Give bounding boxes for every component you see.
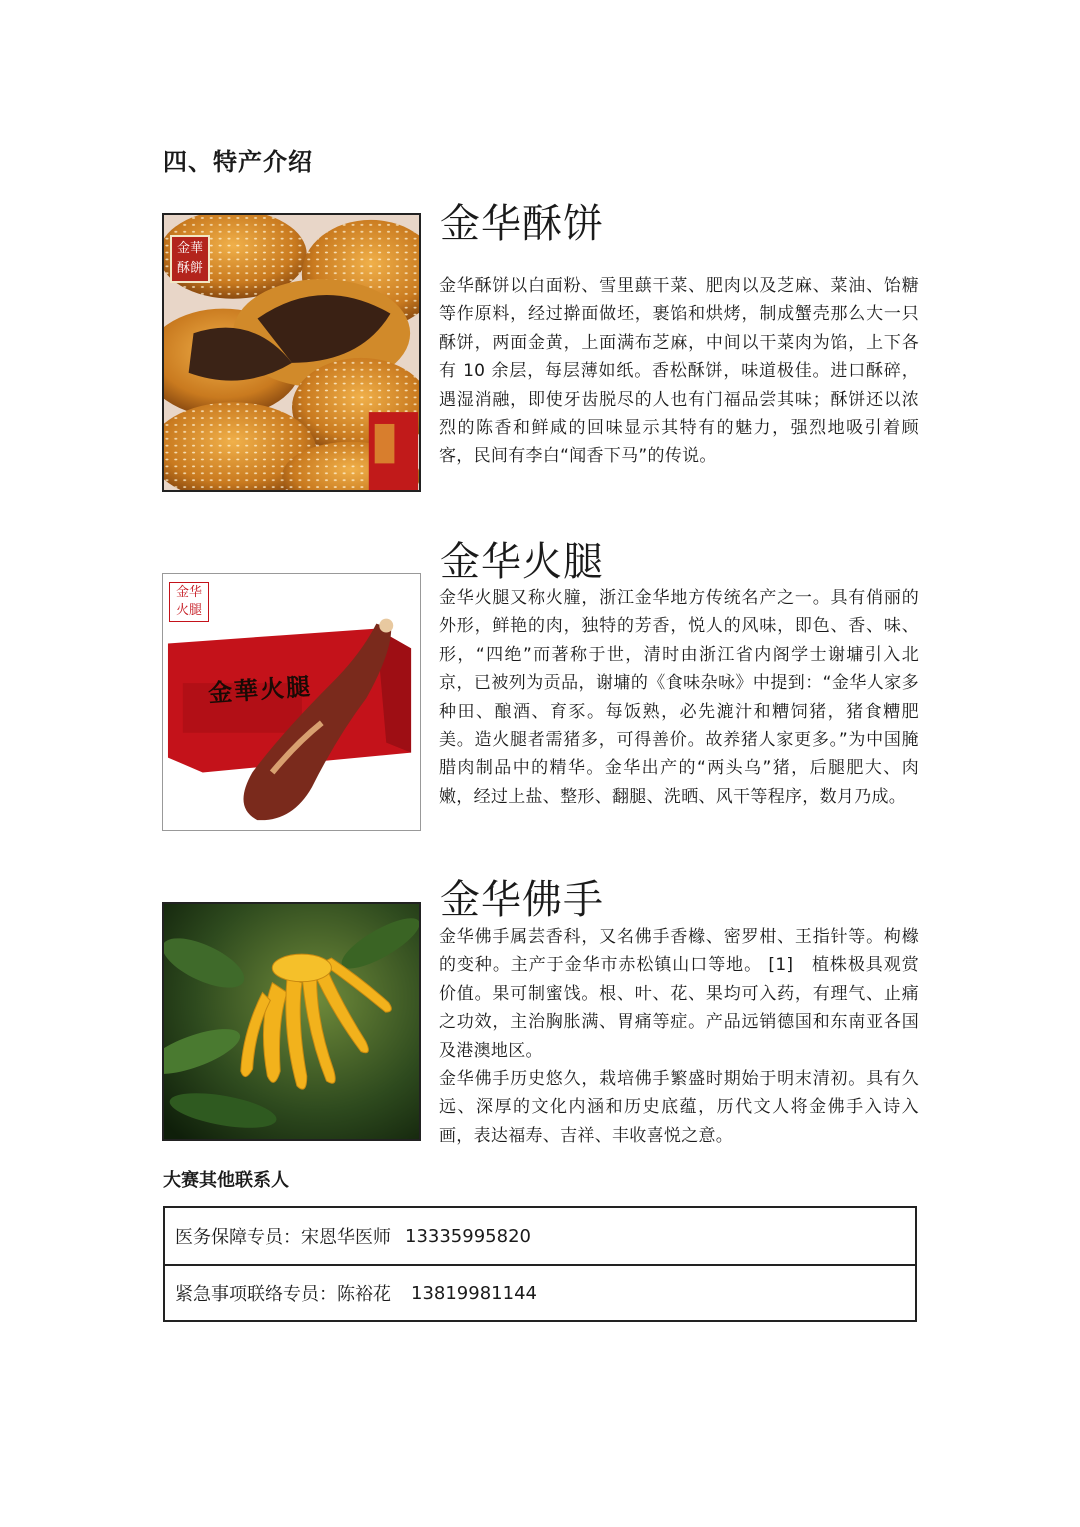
item-title-citron: 金华佛手 <box>440 877 604 923</box>
contact-label: 紧急事项联络专员：陈裕花 <box>175 1284 391 1305</box>
paragraph: 金华火腿又称火膧，浙江金华地方传统名产之一。具有俏丽的外形，鲜艳的肉，独特的芳香，悦人的风味，即色、香、味、形，“四绝”而著称于世，清时由浙江省内阁学士谢墉引入北京，已被列为贡品，谢墉的《食味杂咏》中提到：“金华人家多种田、酿酒、育豕。每饭熟，必先漉汁和糟饲猪，猪食糟肥美。造火腿者需猪多，可得善价。故养猪人家更多。”为中国腌腊肉制品中的精华。金华出产的“两头乌”猪，后腿肥大、肉嫩，经过上盐、整形、翻腿、洗晒、风干等程序，数月乃成。 <box>439 588 919 807</box>
pastry-logo: 金華 酥餅 <box>170 235 210 283</box>
paragraph: 金华酥饼以白面粉、雪里蕻干菜、肥肉以及芝麻、菜油、饴糖等作原料，经过擀面做坯，裹馅和烘烤，制成蟹壳那么大一只酥饼，两面金黄，上面满布芝麻，中间以干菜肉为馅，上下各有 10 余层，每层薄如纸。香松酥饼，味道极佳。进口酥碎，遇湿消融，即使牙齿脱尽的人也有门福品尝其味；酥饼还以浓烈的陈香和鲜咸的回味显示其特有的魅力，强烈地吸引着顾客，民间有李白“闻香下马”的传说。 <box>439 276 919 467</box>
contact-row-medical <box>165 1208 915 1264</box>
contact-phone: 13819981144 <box>411 1282 537 1304</box>
ham-photo <box>162 573 421 831</box>
paragraph: 金华佛手历史悠久，栽培佛手繁盛时期始于明末清初。具有久远、深厚的文化内涵和历史底蕴，历代文人将金佛手入诗入画，表达福寿、吉祥、丰收喜悦之意。 <box>439 1069 919 1146</box>
contacts-heading: 大赛其他联系人 <box>163 1170 289 1191</box>
paragraph: 金华佛手属芸香科，又名佛手香橼、密罗柑、王指针等。枸橼的变种。主产于金华市赤松镇山口等地。 [1] 植株极具观赏价值。果可制蜜饯。根、叶、花、果均可入药，有理气、止痛之功效，主治胸胀满、胃痛等症。产品远销德国和东南亚各国及港澳地区。 <box>439 927 919 1061</box>
item-body-ham <box>439 584 919 811</box>
contact-row-emergency <box>165 1264 915 1320</box>
ham-box-text: 金華火腿 <box>207 671 314 708</box>
section-title: 四、特产介绍 <box>163 148 313 176</box>
contacts-table <box>163 1206 917 1322</box>
item-title-pastry: 金华酥饼 <box>440 201 604 247</box>
ham-logo: 金华 火腿 <box>169 582 209 622</box>
contact-label: 医务保障专员：宋恩华医师 <box>175 1227 391 1248</box>
item-body-citron <box>439 923 919 1150</box>
contact-phone: 13335995820 <box>405 1225 531 1247</box>
item-title-ham: 金华火腿 <box>440 539 604 585</box>
item-body-pastry <box>439 272 919 471</box>
citron-photo <box>162 902 421 1141</box>
pastry-photo <box>162 213 421 492</box>
